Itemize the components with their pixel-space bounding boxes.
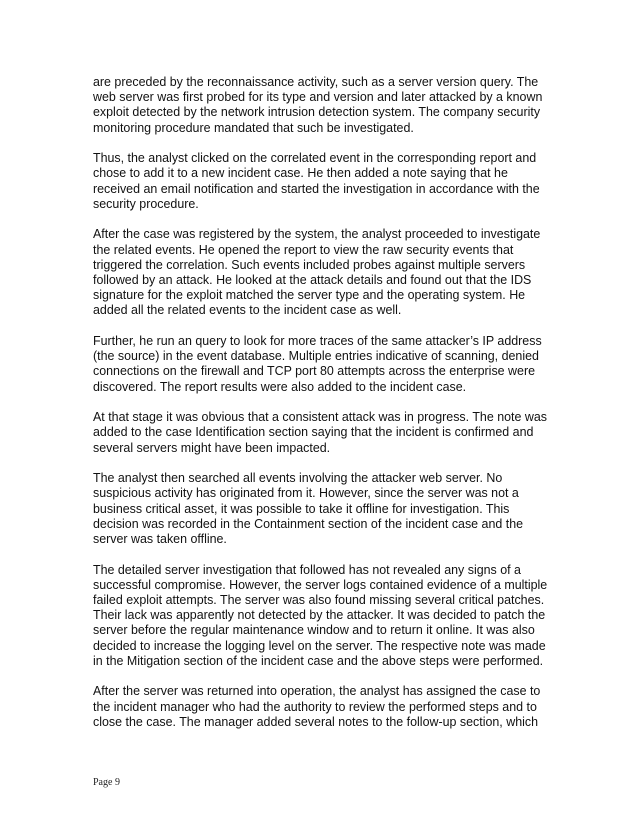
paragraph-8: After the server was returned into operation, the analyst has assigned the case to the incident manager who had the authority to review the performed steps and to close the case. The manager added several notes to the follow-up section, which [93,684,541,729]
paragraph-5: At that stage it was obvious that a consistent attack was in progress. The note was added to the case Identification section saying that the incident is confirmed and several servers might have been impacted. [93,410,547,455]
paragraph-6: The analyst then searched all events involving the attacker web server. No suspicious activity has originated from it. However, since the server was not a business critical asset, it was possible to take it offline for investigation. This decision was recorded in the Containment section of the incident case and the server was taken offline. [93,471,524,547]
paragraph-1: are preceded by the reconnaissance activity, such as a server version query. The web server was first probed for its type and version and later attacked by a known exploit detected by the network intrusion detection system. The company security monitoring procedure mandated that such be investigated. [93,75,543,135]
paragraph-2: Thus, the analyst clicked on the correlated event in the corresponding report and chose to add it to a new incident case. He then added a note saying that he received an email notification and started the investigation in accordance with the security procedure. [93,151,540,211]
page-number: Page 9 [93,777,120,788]
paragraph-7: The detailed server investigation that followed has not revealed any signs of a successful compromise. However, the server logs contained evidence of a multiple failed exploit attempts. The server was also found missing several critical patches. Their lack was apparently not detected by the attacker. It was decided to patch the server before the regular maintenance window and to return it online. It was also decided to increase the logging level on the server. The respective note was made in the Mitigation section of the incident case and the above steps were performed. [93,562,548,668]
paragraph-3: After the case was registered by the system, the analyst proceeded to investigate the related events. He opened the report to view the raw security events that triggered the correlation. Such events included probes against multiple servers followed by an attack. He looked at the attack details and found out that the IDS signature for the exploit matched the server type and the operating system. He added all the related events to the incident case as well. [93,227,541,318]
body-text [93,75,553,745]
paragraph-4: Further, he run an query to look for more traces of the same attacker’s IP address (the source) in the event database. Multiple entries indicative of scanning, denied connections on the firewall and TCP port 80 attempts across the enterprise were discovered. The report results were also added to the incident case. [93,334,542,394]
